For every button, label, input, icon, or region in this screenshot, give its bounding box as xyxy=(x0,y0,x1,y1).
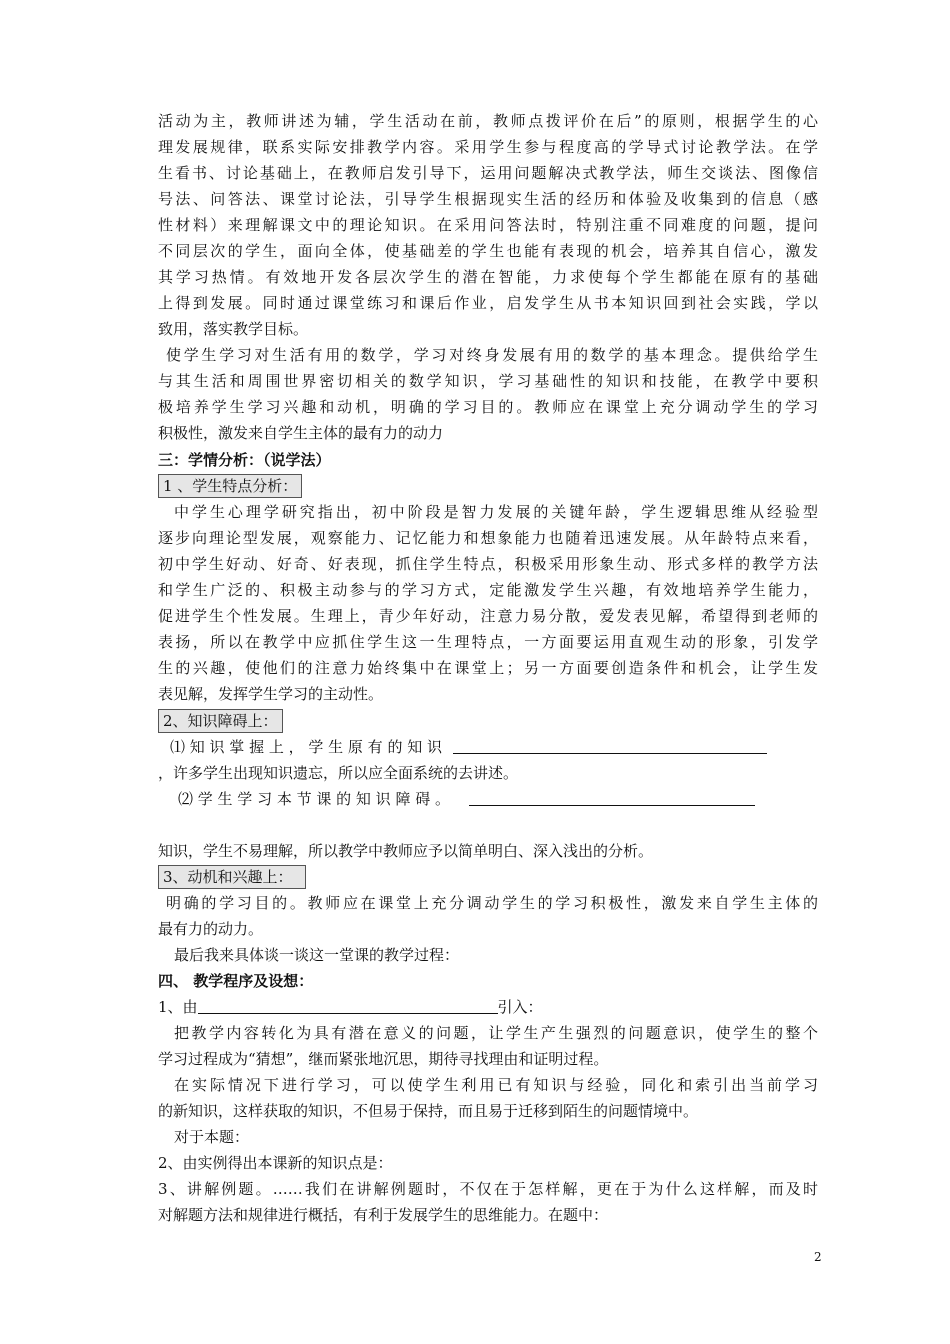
subheading-box xyxy=(158,864,306,890)
section-heading: 三：学情分析：（说学法） xyxy=(158,451,331,469)
fill-blank-line xyxy=(453,735,767,754)
paragraph-line: ，许多学生出现知识遗忘，所以应全面系统的去讲述。 xyxy=(158,764,519,782)
paragraph-line: 的新知识，这样获取的知识，不但易于保持，而且易于迁移到陌生的问题情境中。 xyxy=(158,1102,699,1120)
paragraph-line: 明确的学习目的。教师应在课堂上充分调动学生的学习积极性，激发来自学生主体的 xyxy=(166,894,818,912)
paragraph-line: 极培养学生学习兴趣和动机，明确的学习目的。教师应在课堂上充分调动学生的学习 xyxy=(158,398,818,416)
paragraph-line: 逐步向理论型发展，观察能力、记忆能力和想象能力也随着迅速发展。从年龄特点来看， xyxy=(158,529,818,547)
knowledge-item-2-text: ⑵ 学 生 学 习 本 节 课 的 知 识 障 碍 。 xyxy=(178,790,450,808)
paragraph-line: 上得到发展。同时通过课堂练习和课后作业，启发学生从书本知识回到社会实践，学以 xyxy=(158,294,818,312)
paragraph-line: 生看书、讨论基础上，在教师启发引导下，运用问题解决式教学法，师生交谈法、图像信 xyxy=(158,164,818,182)
page-number: 2 xyxy=(814,1250,822,1264)
procedure-item-2: 2、由实例得出本课新的知识点是： xyxy=(158,1154,393,1172)
paragraph-line: 对解题方法和规律进行概括，有利于发展学生的思维能力。在题中： xyxy=(158,1206,609,1224)
paragraph-line: 积极性，激发来自学生主体的最有力的动力 xyxy=(158,424,444,442)
subheading-motivation: 3、动机和兴趣上： xyxy=(158,865,306,889)
knowledge-item-2 xyxy=(178,786,755,812)
procedure-item-1-suffix: 引入： xyxy=(497,998,543,1016)
subheading-box xyxy=(158,708,283,734)
paragraph-line: 理发展规律，联系实际安排教学内容。采用学生参与程度高的学导式讨论教学法。在学 xyxy=(158,138,818,156)
fill-blank-line xyxy=(198,995,498,1014)
paragraph-line: 初中学生好动、好奇、好表现，抓住学生特点，积极采用形象生动、形式多样的教学方法 xyxy=(158,555,818,573)
paragraph-line: 活动为主，教师讲述为辅，学生活动在前，教师点拨评价在后”的原则，根据学生的心 xyxy=(158,112,818,130)
subheading-box xyxy=(158,473,302,499)
paragraph-line: 使学生学习对生活有用的数学，学习对终身发展有用的数学的基本理念。提供给学生 xyxy=(166,346,818,364)
paragraph-line: 促进学生个性发展。生理上，青少年好动，注意力易分散，爱发表见解，希望得到老师的 xyxy=(158,607,818,625)
paragraph-line: 其学习热情。有效地开发各层次学生的潜在智能，力求使每个学生都能在原有的基础 xyxy=(158,268,818,286)
fill-blank-line xyxy=(469,787,755,806)
paragraph-line: 学习过程成为“猜想”，继而紧张地沉思，期待寻找理由和证明过程。 xyxy=(158,1050,609,1068)
procedure-item-1-prefix: 1、由 xyxy=(158,998,198,1016)
paragraph-line: 不同层次的学生，面向全体，使基础差的学生也能有表现的机会，培养其自信心，激发 xyxy=(158,242,818,260)
paragraph-line: 生的兴趣，使他们的注意力始终集中在课堂上；另一方面要创造条件和机会，让学生发 xyxy=(158,659,818,677)
paragraph-line: 中学生心理学研究指出，初中阶段是智力发展的关键年龄，学生逻辑思维从经验型 xyxy=(174,503,818,521)
paragraph-line: 在实际情况下进行学习，可以使学生利用已有知识与经验，同化和索引出当前学习 xyxy=(174,1076,818,1094)
paragraph-line: 性材料）来理解课文中的理论知识。在采用问答法时，特别注重不同难度的问题，提问 xyxy=(158,216,818,234)
procedure-item-3: 3、讲解例题。……我们在讲解例题时，不仅在于怎样解，更在于为什么这样解，而及时 xyxy=(158,1180,818,1198)
paragraph-line: 表见解，发挥学生学习的主动性。 xyxy=(158,685,384,703)
paragraph-line: 表扬，所以在教学中应抓住学生这一生理特点，一方面要运用直观生动的形象，引发学 xyxy=(158,633,818,651)
paragraph-line: 把教学内容转化为具有潜在意义的问题，让学生产生强烈的问题意识，使学生的整个 xyxy=(174,1024,818,1042)
paragraph-line: 知识，学生不易理解，所以教学中教师应予以简单明白、深入浅出的分析。 xyxy=(158,842,654,860)
paragraph-line: 与其生活和周围世界密切相关的数学知识，学习基础性的知识和技能，在教学中要积 xyxy=(158,372,818,390)
paragraph-line: 最后我来具体谈一谈这一堂课的教学过程： xyxy=(174,946,460,964)
paragraph-line: 号法、问答法、课堂讨论法，引导学生根据现实生活的经历和体验及收集到的信息（感 xyxy=(158,190,818,208)
paragraph-line: 最有力的动力。 xyxy=(158,920,264,938)
subheading-knowledge-barriers: 2、知识障碍上： xyxy=(158,709,283,733)
paragraph-line: 和学生广泛的、积极主动参与的学习方式，定能激发学生兴趣，有效地培养学生能力， xyxy=(158,581,818,599)
procedure-item-1 xyxy=(158,994,543,1020)
knowledge-item-1 xyxy=(170,734,767,760)
paragraph-line: 对于本题： xyxy=(174,1128,250,1146)
paragraph-line: 致用，落实教学目标。 xyxy=(158,320,309,338)
section-heading: 四、 教学程序及设想： xyxy=(158,972,314,990)
subheading-student-traits: 1 、学生特点分析： xyxy=(158,474,302,498)
knowledge-item-1-text: ⑴ 知 识 掌 握 上 ， 学 生 原 有 的 知 识 xyxy=(170,738,442,756)
